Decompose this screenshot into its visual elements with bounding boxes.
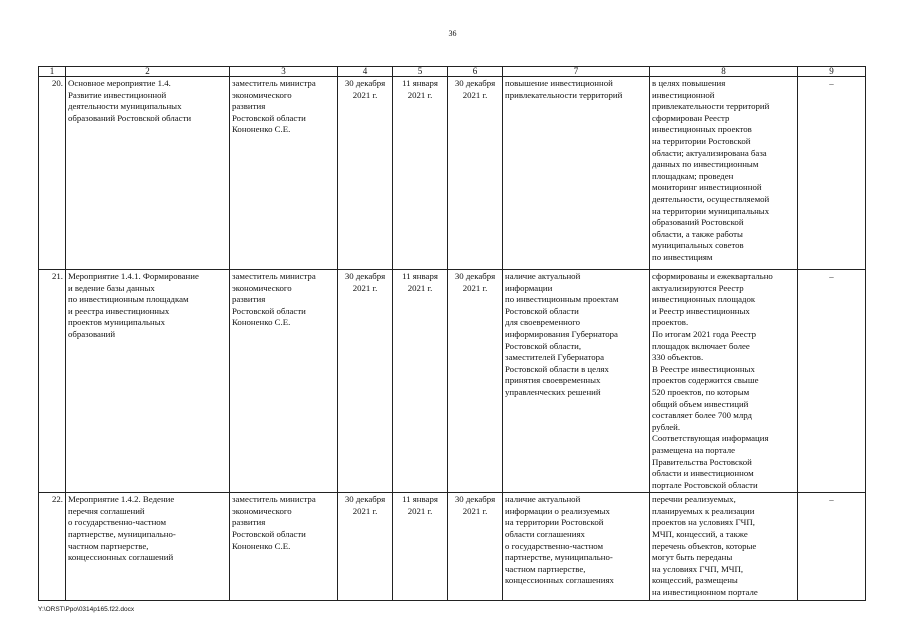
actual-result: перечни реализуемых, планируемых к реализации проектов на условиях ГЧП, МЧП, концессий, а также перечень объектов, которые могут быть переданы на условиях ГЧП, МЧП, концессий, размещены на инвестиционном портале <box>650 493 798 600</box>
row-number: 21. <box>39 270 66 493</box>
row-number: 22. <box>39 493 66 600</box>
header-cell-9: 9 <box>798 67 866 77</box>
event-name: Мероприятие 1.4.1. Формирование и ведение базы данных по инвестиционным площадкам и реестра инвестиционных проектов муниципальных образований <box>66 270 230 493</box>
header-cell-4: 4 <box>338 67 393 77</box>
report-table <box>38 66 866 601</box>
expected-result: повышение инвестиционной привлекательности территорий <box>503 77 650 270</box>
table-row <box>39 270 866 493</box>
actual-result: в целях повышения инвестиционной привлекательности территорий сформирован Реестр инвестиционных проектов на территории Ростовской области; актуализирована база данных по инвестиционным площадкам; проведен мониторинг инвестиционной деятельности, осуществляемой на территории муниципальных образований Ростовской области, а также работы муниципальных советов по инвестициям <box>650 77 798 270</box>
header-cell-3: 3 <box>230 67 338 77</box>
planned-start-date: 30 декабря 2021 г. <box>338 493 393 600</box>
executor: заместитель министра экономического развития Ростовской области Кононенко С.Е. <box>230 493 338 600</box>
header-cell-7: 7 <box>503 67 650 77</box>
actual-start-date: 11 января 2021 г. <box>393 270 448 493</box>
header-cell-5: 5 <box>393 67 448 77</box>
header-cell-2: 2 <box>66 67 230 77</box>
row-number: 20. <box>39 77 66 270</box>
header-cell-8: 8 <box>650 67 798 77</box>
actual-result: сформированы и ежеквартально актуализируются Реестр инвестиционных площадок и Реестр инвестиционных проектов. По итогам 2021 года Реестр площадок включает более 330 объектов. В Реестре инвестиционных проектов содержится свыше 520 проектов, по которым общий объем инвестиций составляет более 700 млрд рублей. Соответствующая информация размещена на портале Правительства Ростовской области и инвестиционном портале Ростовской области <box>650 270 798 493</box>
page-number: 36 <box>448 29 457 38</box>
planned-start-date: 30 декабря 2021 г. <box>338 270 393 493</box>
planned-end-date: 30 декабря 2021 г. <box>448 77 503 270</box>
event-name: Мероприятие 1.4.2. Ведение перечня соглашений о государственно-частном партнерстве, муниципально- частном партнерстве, концессионных соглашений <box>66 493 230 600</box>
table-row <box>39 493 866 600</box>
note: – <box>798 77 866 270</box>
header-cell-1: 1 <box>39 67 66 77</box>
planned-end-date: 30 декабря 2021 г. <box>448 493 503 600</box>
expected-result: наличие актуальной информации о реализуемых на территории Ростовской области соглашениях о государственно-частном партнерстве, муниципально- частном партнерстве, концессионных соглашениях <box>503 493 650 600</box>
actual-start-date: 11 января 2021 г. <box>393 77 448 270</box>
note: – <box>798 493 866 600</box>
note: – <box>798 270 866 493</box>
executor: заместитель министра экономического развития Ростовской области Кононенко С.Е. <box>230 270 338 493</box>
planned-start-date: 30 декабря 2021 г. <box>338 77 393 270</box>
planned-end-date: 30 декабря 2021 г. <box>448 270 503 493</box>
actual-start-date: 11 января 2021 г. <box>393 493 448 600</box>
expected-result: наличие актуальной информации по инвестиционным проектам Ростовской области для своевременного информирования Губернатора Ростовской области, заместителей Губернатора Ростовской области в целях принятия своевременных управленческих решений <box>503 270 650 493</box>
executor: заместитель министра экономического развития Ростовской области Кононенко С.Е. <box>230 77 338 270</box>
table-row <box>39 77 866 270</box>
file-path-footer: Y:\ORST\Ppo\0314p165.f22.docx <box>38 606 135 613</box>
event-name: Основное мероприятие 1.4. Развитие инвестиционной деятельности муниципальных образований Ростовской области <box>66 77 230 270</box>
header-row <box>39 67 866 77</box>
header-cell-6: 6 <box>448 67 503 77</box>
